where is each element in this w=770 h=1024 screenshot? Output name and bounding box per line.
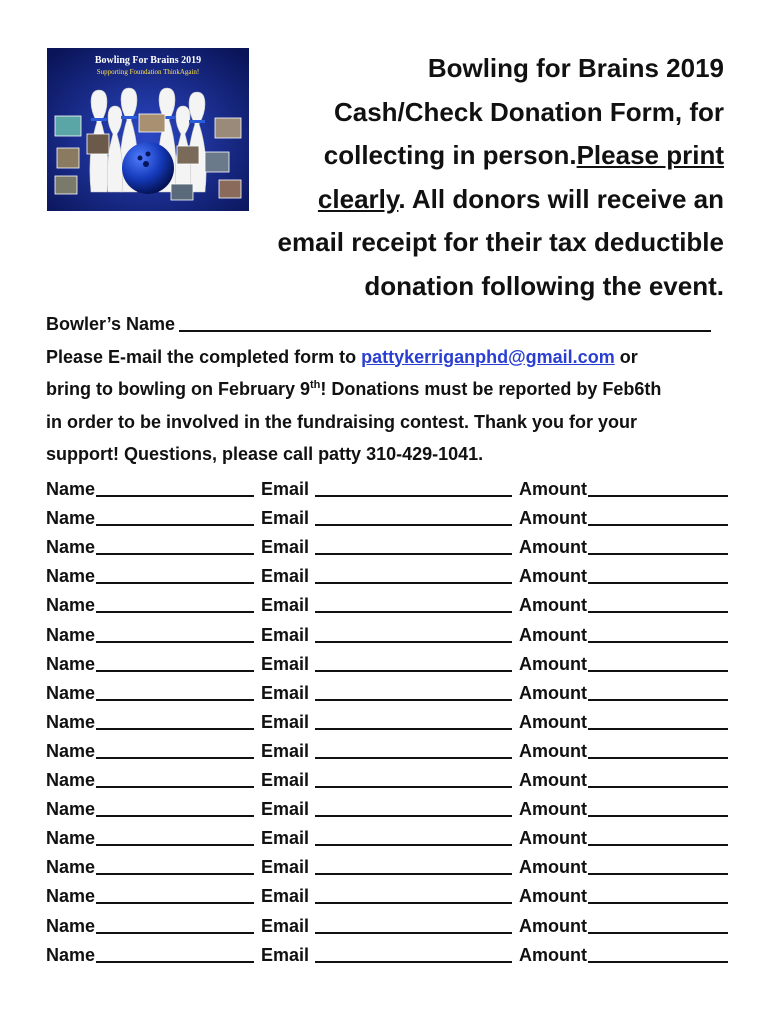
amount-label: Amount <box>519 886 588 907</box>
amount-label: Amount <box>519 944 588 965</box>
amount-field[interactable] <box>588 768 728 788</box>
title-line-5: email receipt for their tax deductible <box>277 227 724 257</box>
instruction-text-2b: ! Donations must be reported by Feb6th <box>320 379 662 399</box>
donation-row <box>46 907 728 936</box>
amount-field[interactable] <box>588 739 728 759</box>
name-field[interactable] <box>96 710 254 730</box>
email-field[interactable] <box>315 681 512 701</box>
donation-row <box>46 646 728 675</box>
name-label: Name <box>46 740 96 761</box>
title-line-1: Bowling for Brains 2019 <box>427 53 724 83</box>
email-label: Email <box>261 682 310 703</box>
title-line-4 <box>254 178 724 222</box>
name-field[interactable] <box>96 564 254 584</box>
amount-field[interactable] <box>588 943 728 963</box>
donation-row <box>46 762 728 791</box>
name-field[interactable] <box>96 855 254 875</box>
name-label: Name <box>46 711 96 732</box>
amount-label: Amount <box>519 653 588 674</box>
email-label: Email <box>261 653 310 674</box>
event-logo <box>47 48 249 211</box>
email-field[interactable] <box>315 564 512 584</box>
name-label: Name <box>46 857 96 878</box>
email-field[interactable] <box>315 797 512 817</box>
name-field[interactable] <box>96 914 254 934</box>
name-field[interactable] <box>96 652 254 672</box>
amount-field[interactable] <box>588 884 728 904</box>
bowler-name-field[interactable] <box>179 310 711 332</box>
donation-row <box>46 558 728 587</box>
title-line-3a: collecting in person. <box>323 140 577 170</box>
email-field[interactable] <box>315 710 512 730</box>
amount-field[interactable] <box>588 855 728 875</box>
name-field[interactable] <box>96 768 254 788</box>
name-label: Name <box>46 682 96 703</box>
email-label: Email <box>261 915 310 936</box>
amount-label: Amount <box>519 479 588 500</box>
email-label: Email <box>261 624 310 645</box>
amount-field[interactable] <box>588 506 728 526</box>
email-label: Email <box>261 857 310 878</box>
name-label: Name <box>46 944 96 965</box>
name-field[interactable] <box>96 593 254 613</box>
name-label: Name <box>46 508 96 529</box>
email-label: Email <box>261 595 310 616</box>
amount-field[interactable] <box>588 623 728 643</box>
name-label: Name <box>46 886 96 907</box>
email-field[interactable] <box>315 739 512 759</box>
donation-row <box>46 704 728 733</box>
amount-label: Amount <box>519 595 588 616</box>
name-field[interactable] <box>96 681 254 701</box>
title-line-4a: clearly <box>317 183 399 214</box>
name-label: Name <box>46 479 96 500</box>
amount-field[interactable] <box>588 826 728 846</box>
amount-field[interactable] <box>588 652 728 672</box>
name-label: Name <box>46 566 96 587</box>
email-suffix: or <box>614 346 638 367</box>
email-label: Email <box>261 566 310 587</box>
logo-subtitle: Supporting Foundation ThinkAgain! <box>96 68 200 76</box>
name-field[interactable] <box>96 535 254 555</box>
email-label: Email <box>261 770 310 791</box>
amount-label: Amount <box>519 799 588 820</box>
amount-label: Amount <box>519 711 588 732</box>
name-label: Name <box>46 770 96 791</box>
email-field[interactable] <box>315 623 512 643</box>
name-field[interactable] <box>96 943 254 963</box>
amount-label: Amount <box>519 857 588 878</box>
name-field[interactable] <box>96 739 254 759</box>
email-field[interactable] <box>315 826 512 846</box>
name-label: Name <box>46 624 96 645</box>
amount-label: Amount <box>519 624 588 645</box>
name-label: Name <box>46 653 96 674</box>
amount-field[interactable] <box>588 593 728 613</box>
amount-field[interactable] <box>588 477 728 497</box>
email-label: Email <box>261 828 310 849</box>
donation-row <box>46 529 728 558</box>
instruction-line-4: support! Questions, please call patty 310-429-1041. <box>46 444 484 464</box>
email-label: Email <box>261 944 310 965</box>
email-field[interactable] <box>315 535 512 555</box>
email-label: Email <box>261 740 310 761</box>
email-label: Email <box>261 886 310 907</box>
donation-row <box>46 500 728 529</box>
title-line-3b: Please print <box>576 140 724 170</box>
amount-field[interactable] <box>588 914 728 934</box>
instruction-line-1 <box>46 341 728 374</box>
email-field[interactable] <box>315 914 512 934</box>
amount-field[interactable] <box>588 797 728 817</box>
email-field[interactable] <box>315 768 512 788</box>
email-prefix: Please E-mail the completed form to <box>46 346 362 367</box>
email-field[interactable] <box>315 943 512 963</box>
name-label: Name <box>46 537 96 558</box>
email-field[interactable] <box>315 477 512 497</box>
email-label: Email <box>261 537 310 558</box>
amount-label: Amount <box>519 770 588 791</box>
donation-row <box>46 937 728 966</box>
name-field[interactable] <box>96 477 254 497</box>
name-label: Name <box>46 595 96 616</box>
name-label: Name <box>46 799 96 820</box>
bowler-name-label: Bowler’s Name <box>46 314 176 334</box>
email-label: Email <box>261 711 310 732</box>
title-line-4b: . All donors will receive an <box>398 183 724 214</box>
email-field[interactable] <box>315 855 512 875</box>
email-label: Email <box>261 508 310 529</box>
donation-row <box>46 675 728 704</box>
donation-row <box>46 849 728 878</box>
amount-label: Amount <box>519 740 588 761</box>
instructions <box>46 308 728 471</box>
name-field[interactable] <box>96 506 254 526</box>
bowler-name-row <box>46 308 728 341</box>
title-line-6: donation following the event. <box>364 270 724 301</box>
donation-row <box>46 878 728 907</box>
donation-row <box>46 587 728 616</box>
instruction-line-2 <box>46 373 728 406</box>
name-field[interactable] <box>96 797 254 817</box>
logo-title: Bowling For Brains 2019 <box>94 55 202 66</box>
instruction-text-2a: bring to bowling on February 9 <box>46 379 310 399</box>
donation-row <box>46 616 728 645</box>
amount-field[interactable] <box>588 564 728 584</box>
amount-label: Amount <box>519 828 588 849</box>
name-field[interactable] <box>96 884 254 904</box>
email-field[interactable] <box>315 506 512 526</box>
email-field[interactable] <box>315 884 512 904</box>
name-label: Name <box>46 915 96 936</box>
name-label: Name <box>46 828 96 849</box>
instruction-line-3: in order to be involved in the fundraising contest. Thank you for your <box>46 411 638 432</box>
donation-row <box>46 820 728 849</box>
amount-field[interactable] <box>588 681 728 701</box>
amount-field[interactable] <box>588 535 728 555</box>
title-line-3 <box>254 134 724 178</box>
donation-row <box>46 733 728 762</box>
amount-label: Amount <box>519 566 588 587</box>
title-line-2: Cash/Check Donation Form, for <box>333 96 724 127</box>
form-title <box>254 47 724 308</box>
name-field[interactable] <box>96 623 254 643</box>
ordinal-suffix: th <box>310 379 321 391</box>
amount-label: Amount <box>519 915 588 936</box>
email-field[interactable] <box>315 593 512 613</box>
email-link[interactable]: pattykerriganphd@gmail.com <box>361 346 615 367</box>
email-field[interactable] <box>315 652 512 672</box>
email-label: Email <box>261 799 310 820</box>
donation-entries <box>46 471 728 966</box>
amount-label: Amount <box>519 537 588 558</box>
name-field[interactable] <box>96 826 254 846</box>
donation-row <box>46 791 728 820</box>
amount-label: Amount <box>519 508 588 529</box>
amount-field[interactable] <box>588 710 728 730</box>
email-label: Email <box>261 479 310 500</box>
donation-row <box>46 471 728 500</box>
amount-label: Amount <box>519 682 588 703</box>
